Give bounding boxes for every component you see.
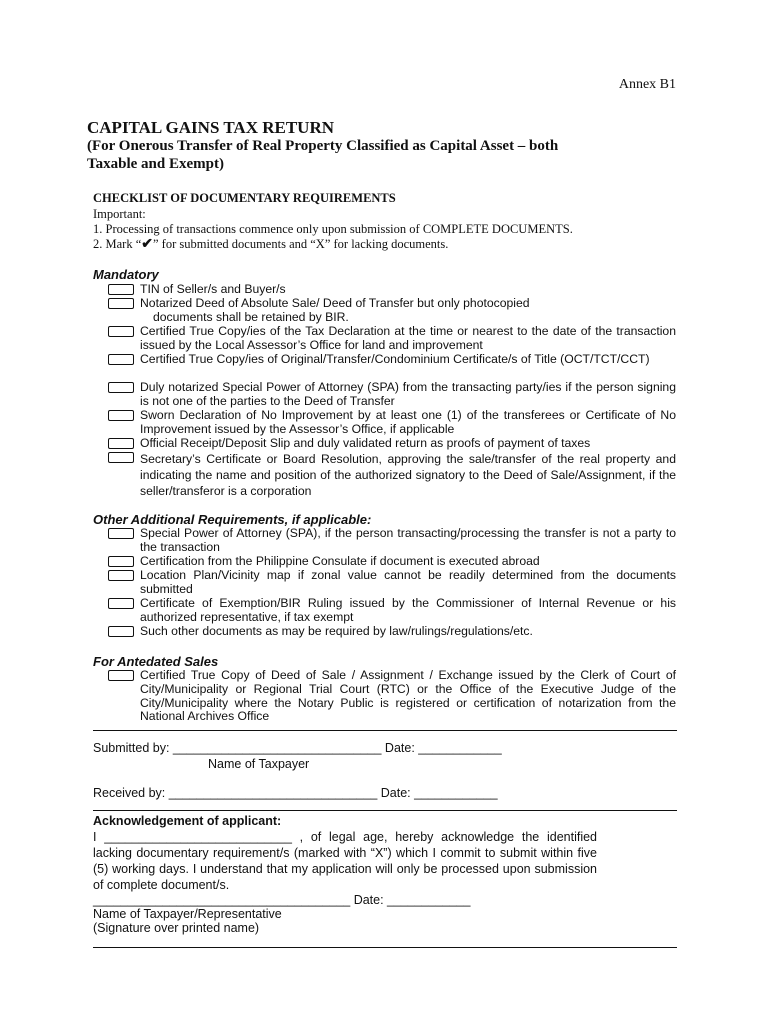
item-text: Location Plan/Vicinity map if zonal value cannot be readily determined from the documents submitted <box>140 568 676 596</box>
signature-line[interactable]: _____________________________________ Date: ____________ <box>93 893 471 907</box>
annex-label: Annex B1 <box>618 77 676 92</box>
page-title: CAPITAL GAINS TAX RETURN <box>87 118 335 137</box>
item-text: Secretary’s Certificate or Board Resolution, approving the sale/transfer of the real property and indicating the name and position of the authorized signatory to the Deed of Sale/Assignment, if the seller/transferor is a corporation <box>140 452 676 498</box>
item-text-line: Notarized Deed of Absolute Sale/ Deed of Transfer but only photocopied <box>140 296 530 310</box>
checklist-item <box>108 437 676 451</box>
checklist-item <box>108 597 676 625</box>
item-text: Official Receipt/Deposit Slip and duly validated return as proofs of payment of taxes <box>140 436 591 450</box>
important-notes <box>93 207 573 252</box>
divider <box>93 810 677 811</box>
checkbox[interactable] <box>108 570 134 581</box>
checklist-item <box>108 669 676 724</box>
checkbox[interactable] <box>108 556 134 567</box>
checkbox[interactable] <box>108 598 134 609</box>
checklist-item <box>108 625 676 639</box>
checklist-item <box>108 569 676 597</box>
checkbox[interactable] <box>108 298 134 309</box>
checkbox[interactable] <box>108 410 134 421</box>
checkbox[interactable] <box>108 284 134 295</box>
checkbox[interactable] <box>108 452 134 463</box>
item-text <box>140 297 676 325</box>
divider <box>93 947 677 948</box>
item-text: Certification from the Philippine Consulate if document is executed abroad <box>140 554 540 568</box>
important-note-2 <box>93 237 573 252</box>
checkbox[interactable] <box>108 626 134 637</box>
item-text: Sworn Declaration of No Improvement by at least one (1) of the transferees or Certificate of No Improvement issued by the Assessor’s Office, if applicable <box>140 408 676 436</box>
divider <box>93 730 677 731</box>
item-text: Such other documents as may be required by law/rulings/regulations/etc. <box>140 624 533 638</box>
section-heading-additional: Other Additional Requirements, if applicable: <box>93 512 372 527</box>
item-text: Duly notarized Special Power of Attorney (SPA) from the transacting party/ies if the person signing is not one of the parties to the Deed of Transfer <box>140 380 676 408</box>
item-text: Certified True Copy of Deed of Sale / Assignment / Exchange issued by the Clerk of Court of City/Municipality or Regional Trial Court (RTC) or the Office of the Executive Judge of the City/Municipality where the Notary Public is registered or certification of notarization from the National Archives Office <box>140 668 676 724</box>
received-by-line[interactable]: Received by: ______________________________ Date: ____________ <box>93 786 498 800</box>
acknowledgement-heading: Acknowledgement of applicant: <box>93 814 282 828</box>
checklist-item <box>108 527 676 555</box>
checklist-item <box>108 381 676 409</box>
checklist-item <box>108 451 676 499</box>
item-text: Certificate of Exemption/BIR Ruling issued by the Commissioner of Internal Revenue or his authorized representative, if tax exempt <box>140 596 676 624</box>
acknowledgement-text: I ___________________________ , of legal age, hereby acknowledge the identified lacking documentary requirement/s (marked with “X”) which I commit to submit within five (5) working days. I understand that my application will only be processed upon submission of complete document/s. <box>93 830 597 892</box>
checklist-item <box>108 297 676 325</box>
section-heading-antedated: For Antedated Sales <box>93 654 219 669</box>
checklist-item <box>108 325 676 353</box>
checkbox[interactable] <box>108 354 134 365</box>
item-text: Special Power of Attorney (SPA), if the person transacting/processing the transfer is not a party to the transaction <box>140 526 676 554</box>
item-text-line: documents shall be retained by BIR. <box>153 309 349 324</box>
checkbox[interactable] <box>108 670 134 681</box>
section-heading-mandatory: Mandatory <box>93 267 159 282</box>
item-text: Certified True Copy/ies of the Tax Declaration at the time or nearest to the date of the transaction issued by the Local Assessor’s Office for land and improvement <box>140 324 676 352</box>
checklist-item <box>108 353 676 367</box>
checkbox[interactable] <box>108 326 134 337</box>
acknowledgement-body <box>93 829 597 893</box>
important-label: Important: <box>93 207 146 221</box>
checkbox[interactable] <box>108 528 134 539</box>
checklist-item <box>108 409 676 437</box>
checklist-heading: CHECKLIST OF DOCUMENTARY REQUIREMENTS <box>93 191 396 205</box>
representative-name-label: Name of Taxpayer/Representative <box>93 907 282 921</box>
note-2-prefix: 2. Mark “ <box>93 237 142 251</box>
checkmark-icon: ✔ <box>141 237 153 252</box>
checkbox[interactable] <box>108 382 134 393</box>
checklist-item <box>108 283 676 297</box>
important-note-1: 1. Processing of transactions commence only upon submission of COMPLETE DOCUMENTS. <box>93 222 573 236</box>
page-subtitle: (For Onerous Transfer of Real Property Classified as Capital Asset – both Taxable and Exempt) <box>87 138 559 172</box>
item-text: Certified True Copy/ies of Original/Transfer/Condominium Certificate/s of Title (OCT/TCT/CCT) <box>140 352 650 366</box>
note-2-suffix: ” for submitted documents and “X” for lacking documents. <box>152 237 449 251</box>
submitted-name-label: Name of Taxpayer <box>208 757 310 771</box>
checkbox[interactable] <box>108 438 134 449</box>
item-text: TIN of Seller/s and Buyer/s <box>140 282 286 296</box>
checklist-item <box>108 555 676 569</box>
submitted-by-line[interactable]: Submitted by: ______________________________ Date: ____________ <box>93 741 502 755</box>
signature-label: (Signature over printed name) <box>93 921 260 935</box>
